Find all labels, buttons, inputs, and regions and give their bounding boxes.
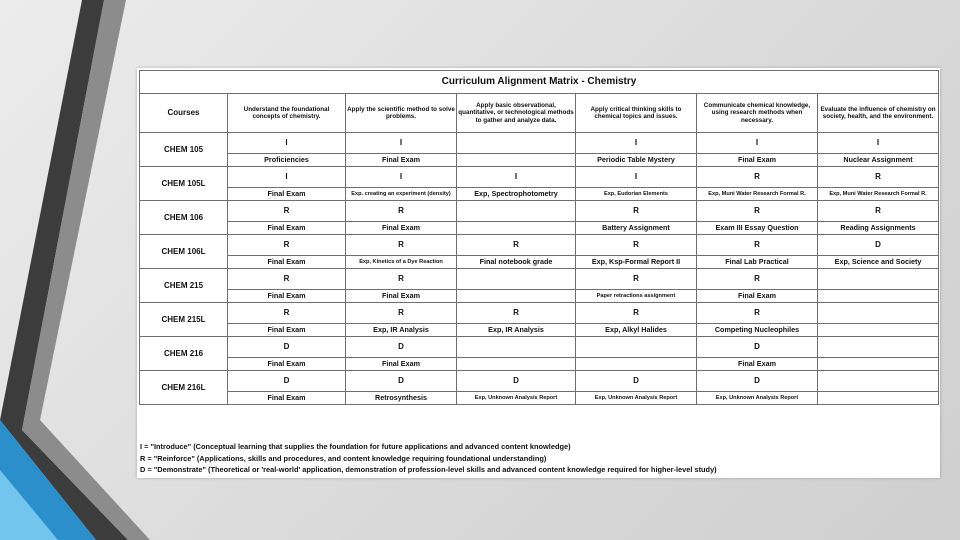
level-cell: I [346,167,457,188]
assessment-cell: Exp, Muni Water Research Formal R. [697,188,818,201]
legend-reinforce: R = "Reinforce" (Applications, skills and procedures, and content knowledge requiring foundational understanding) [140,453,547,463]
level-cell: D [697,337,818,358]
assessment-cell: Retrosynthesis [346,392,457,405]
outcome-header: Communicate chemical knowledge, using research methods when necessary. [697,94,818,133]
level-cell [818,337,939,358]
outcome-header: Evaluate the influence of chemistry on society, health, and the environment. [818,94,939,133]
course-code: CHEM 106L [140,235,228,269]
assessment-cell: Exp, Unknown Analysis Report [697,392,818,405]
page-title: Curriculum Alignment Matrix - Chemistry [140,71,939,94]
table-row [140,201,939,222]
assessment-cell: Final Exam [346,358,457,371]
table-row [140,303,939,324]
alignment-table [139,70,939,405]
level-cell: R [818,201,939,222]
level-cell: R [228,201,346,222]
level-cell: R [346,269,457,290]
level-cell: D [576,371,697,392]
assessment-cell [818,358,939,371]
assessment-cell: Exp, Eudorian Elements [576,188,697,201]
level-cell: D [228,371,346,392]
level-cell: R [818,167,939,188]
outcome-header: Apply critical thinking skills to chemical topics and issues. [576,94,697,133]
assessment-cell: Final Lab Practical [697,256,818,269]
level-cell: R [697,167,818,188]
assessment-cell: Paper retractions assignment [576,290,697,303]
level-cell: R [576,303,697,324]
assessment-row [140,392,939,405]
table-row [140,371,939,392]
level-cell: D [228,337,346,358]
course-code: CHEM 216L [140,371,228,405]
level-cell [457,269,576,290]
assessment-cell: Exp, Muni Water Research Formal R. [818,188,939,201]
table-row [140,337,939,358]
assessment-cell: Exp, Alkyl Halides [576,324,697,337]
assessment-cell: Final Exam [697,358,818,371]
assessment-cell: Exp, IR Analysis [346,324,457,337]
course-code: CHEM 106 [140,201,228,235]
assessment-cell: Final Exam [228,256,346,269]
level-cell: D [818,235,939,256]
level-cell [457,133,576,154]
level-cell: I [228,133,346,154]
assessment-cell: Periodic Table Mystery [576,154,697,167]
table-row [140,235,939,256]
assessment-cell: Proficiencies [228,154,346,167]
assessment-cell: Exp, IR Analysis [457,324,576,337]
assessment-cell [576,358,697,371]
assessment-cell: Final Exam [228,392,346,405]
level-cell: I [228,167,346,188]
assessment-row [140,358,939,371]
level-cell: R [697,303,818,324]
assessment-cell: Final Exam [346,154,457,167]
assessment-cell: Final notebook grade [457,256,576,269]
course-code: CHEM 105L [140,167,228,201]
level-cell: R [346,303,457,324]
assessment-row [140,154,939,167]
assessment-cell [457,358,576,371]
level-cell [818,371,939,392]
assessment-cell: Final Exam [228,358,346,371]
level-cell: R [346,201,457,222]
assessment-cell [457,154,576,167]
course-code: CHEM 215 [140,269,228,303]
assessment-cell: Nuclear Assignment [818,154,939,167]
assessment-row [140,222,939,235]
outcome-header: Apply the scientific method to solve problems. [346,94,457,133]
assessment-cell: Exp, Unknown Analysis Report [457,392,576,405]
outcome-header: Apply basic observational, quantitative, or technological methods to gather and analyze data. [457,94,576,133]
assessment-row [140,324,939,337]
assessment-cell: Exp, Kinetics of a Dye Reaction [346,256,457,269]
assessment-row [140,290,939,303]
course-code: CHEM 105 [140,133,228,167]
assessment-cell: Final Exam [697,154,818,167]
assessment-cell: Final Exam [228,290,346,303]
level-cell: D [346,337,457,358]
level-cell: R [228,303,346,324]
level-cell [576,337,697,358]
assessment-cell: Exp, Unknown Analysis Report [576,392,697,405]
level-cell [818,303,939,324]
level-cell: D [457,371,576,392]
assessment-cell [818,392,939,405]
table-row [140,167,939,188]
legend-demonstrate: D = "Demonstrate" (Theoretical or 'real-world' application, demonstration of profession-level skills and advanced content knowledge required for higher-level study) [140,465,717,474]
level-cell: R [697,269,818,290]
level-cell: D [346,371,457,392]
assessment-cell [818,324,939,337]
outcome-header: Understand the foundational concepts of chemistry. [228,94,346,133]
level-cell: I [346,133,457,154]
course-code: CHEM 216 [140,337,228,371]
assessment-cell: Final Exam [228,188,346,201]
level-cell: I [697,133,818,154]
level-cell: I [457,167,576,188]
assessment-cell: Exp, Spectrophotometry [457,188,576,201]
assessment-cell: Exp. creating an experiment (density) [346,188,457,201]
level-cell: R [457,303,576,324]
level-cell [818,269,939,290]
assessment-row [140,256,939,269]
assessment-cell: Final Exam [346,222,457,235]
assessment-cell: Reading Assignments [818,222,939,235]
assessment-cell: Exp, Science and Society [818,256,939,269]
assessment-cell: Exp, Ksp-Formal Report II [576,256,697,269]
assessment-cell [818,290,939,303]
assessment-cell: Final Exam [346,290,457,303]
assessment-cell: Exam III Essay Question [697,222,818,235]
level-cell [457,337,576,358]
assessment-cell: Battery Assignment [576,222,697,235]
legend-introduce: I = "Introduce" (Conceptual learning that supplies the foundation for future applications and advanced content knowledge) [140,442,571,451]
assessment-row [140,188,939,201]
course-code: CHEM 215L [140,303,228,337]
level-cell: R [457,235,576,256]
level-cell: I [818,133,939,154]
assessment-cell [457,222,576,235]
matrix-panel [137,68,940,478]
level-cell [457,201,576,222]
level-cell: R [228,235,346,256]
assessment-cell: Final Exam [228,222,346,235]
level-cell: R [697,201,818,222]
assessment-cell: Competing Nucleophiles [697,324,818,337]
level-cell: R [576,201,697,222]
assessment-cell: Final Exam [228,324,346,337]
level-cell: R [576,235,697,256]
level-cell: D [697,371,818,392]
table-row [140,133,939,154]
level-cell: I [576,133,697,154]
level-cell: I [576,167,697,188]
assessment-cell [457,290,576,303]
level-cell: R [228,269,346,290]
level-cell: R [697,235,818,256]
legend [140,441,938,476]
level-cell: R [346,235,457,256]
courses-header: Courses [140,94,228,133]
level-cell: R [576,269,697,290]
table-row [140,269,939,290]
assessment-cell: Final Exam [697,290,818,303]
